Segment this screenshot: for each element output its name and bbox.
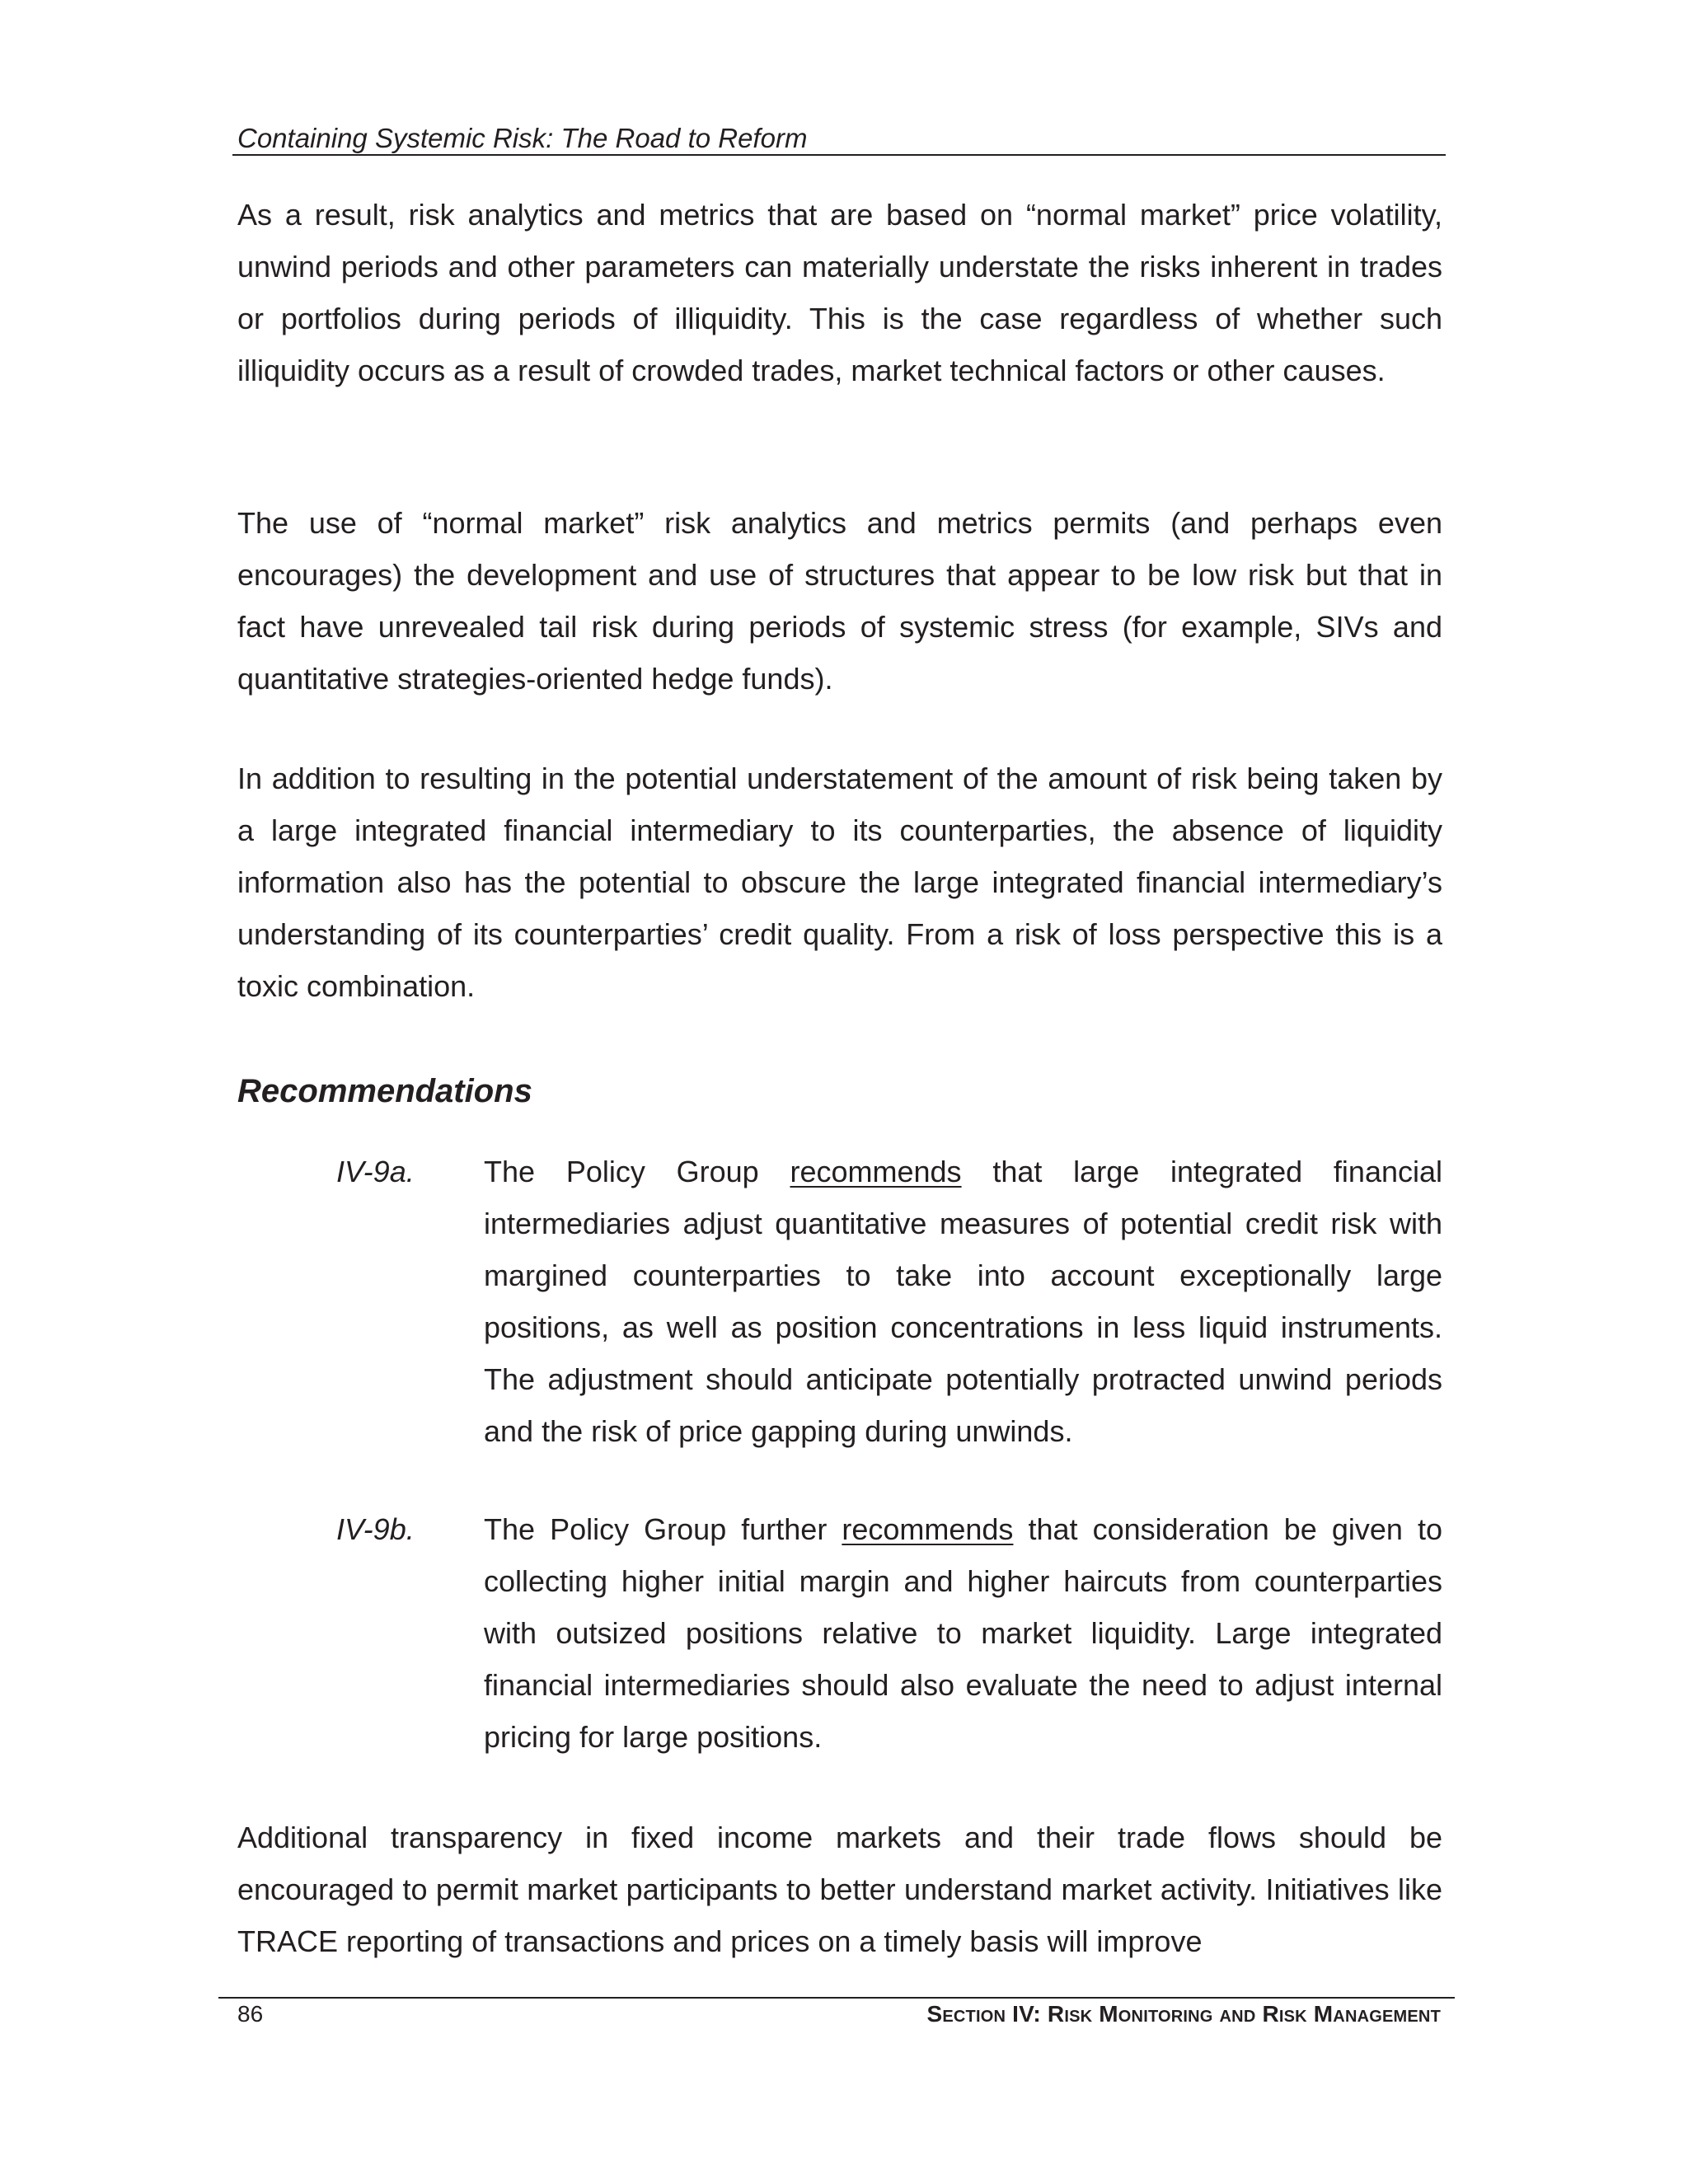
body-paragraph-3: In addition to resulting in the potential understatement of the amount of risk being taken by a large integrated financial intermediary to its counterparties, the absence of liquidity information also has the potential to obscure the large integrated financial intermediary’s understanding of its counterparties’ credit quality. From a risk of loss perspective this is a toxic combination. [237,762,1442,1003]
closing-paragraph: Additional transparency in fixed income markets and their trade flows should be encouraged to permit market participants to better understand market activity. Initiatives like TRACE reporting of transactions and prices on a timely basis will improve [237,1821,1442,1958]
page-number: 86 [237,2001,264,2027]
recommendation-text-start: The Policy Group further [484,1512,842,1546]
running-header: Containing Systemic Risk: The Road to Reform [237,123,808,153]
recommendation-text-iv-9a [484,1146,1442,1457]
recommendation-text-start: The Policy Group [484,1155,790,1188]
body-paragraph-2: The use of “normal market” risk analytics and metrics permits (and perhaps even encourages) the development and use of structures that appear to be low risk but that in fact have unrevealed tail risk during periods of systemic stress (for example, SIVs and quantitative strategies-oriented hedge funds). [237,506,1442,696]
recommends-underlined-term: recommends [842,1512,1014,1546]
recommendations-heading: Recommendations [237,1073,532,1109]
recommends-underlined-term: recommends [790,1155,962,1188]
section-footer: Section IV: Risk Monitoring and Risk Management [926,2001,1441,2027]
recommendation-id-iv-9a: IV-9a. [336,1155,415,1188]
recommendation-id-iv-9b: IV-9b. [336,1512,415,1546]
body-paragraph-1: As a result, risk analytics and metrics that are based on “normal market” price volatility, unwind periods and other parameters can materially understate the risks inherent in trades or portfolios during periods of illiquidity. This is the case regardless of whether such illiquidity occurs as a result of crowded trades, market technical factors or other causes. [237,198,1442,387]
recommendation-text-iv-9b [484,1503,1442,1763]
header-rule [232,154,1446,156]
recommendation-text-end: that large integrated financial intermediaries adjust quantitative measures of potential credit risk with margined counterparties to take into account exceptionally large positions, as well as position concentrations in less liquid instruments. The adjustment should anticipate potentially protracted unwind periods and the risk of price gapping during unwinds. [484,1155,1443,1448]
recommendation-text-end: that consideration be given to collecting higher initial margin and higher haircuts from counterparties with outsized positions relative to market liquidity. Large integrated financial intermediaries should also evaluate the need to adjust internal pricing for large positions. [484,1512,1442,1754]
footer-rule [218,1997,1455,1999]
